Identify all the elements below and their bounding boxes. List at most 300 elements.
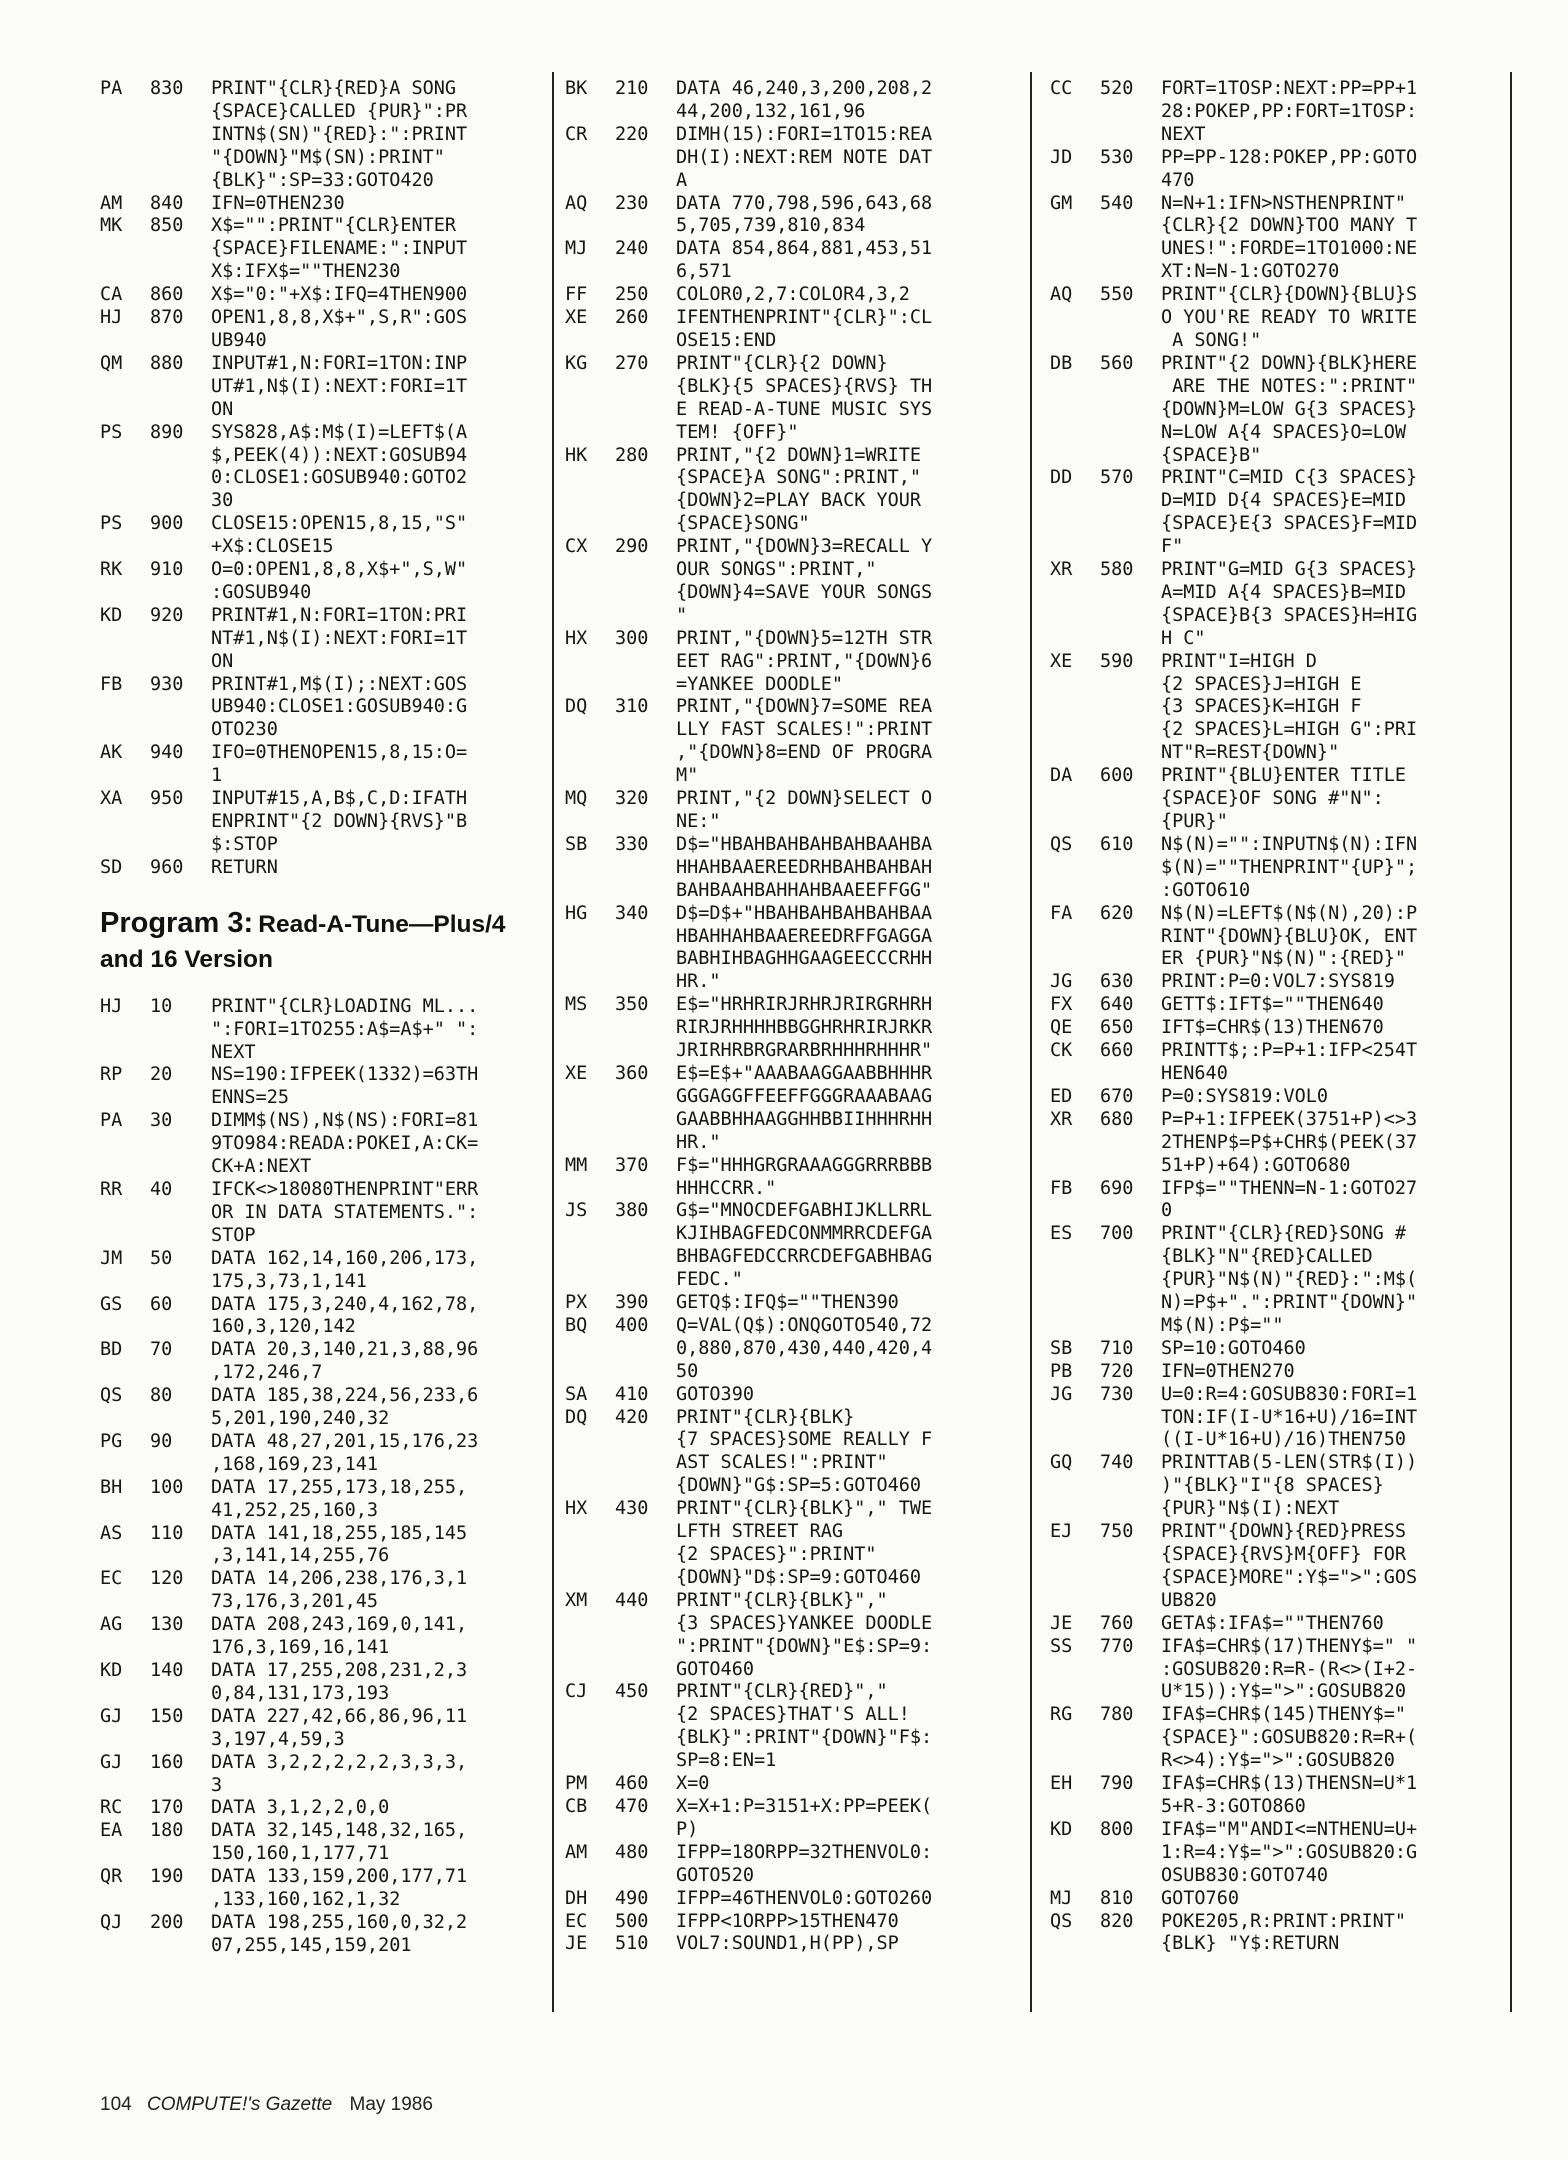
code-text: DATA 227,42,66,86,96,11 [211, 1705, 468, 1727]
checksum: AQ [565, 192, 588, 214]
code-text: PRINTTAB(5-LEN(STR$(I)) [1161, 1452, 1418, 1474]
code-line [100, 353, 540, 422]
code-text-continuation: {3 SPACES}YANKEE DOODLE [676, 1612, 933, 1634]
code-text-continuation: 73,176,3,201,45 [211, 1591, 379, 1613]
checksum: HJ [100, 995, 123, 1017]
line-number: 210 [615, 78, 649, 99]
code-text-continuation: {SPACE}FILENAME:":INPUT [211, 238, 468, 260]
code-text-continuation: 0 [1161, 1200, 1173, 1222]
checksum: KG [565, 352, 588, 374]
code-line [1050, 193, 1490, 285]
code-text: GETQ$:IFQ$=""THEN390 [676, 1292, 899, 1314]
checksum: CA [100, 284, 123, 306]
code-text: NS=190:IFPEEK(1332)=63TH [211, 1064, 479, 1086]
code-text: PRINT"{CLR}{DOWN}{BLU}S [1161, 284, 1418, 306]
checksum: QJ [100, 1911, 123, 1933]
code-text-continuation: {SPACE}A SONG":PRINT," [676, 467, 922, 489]
code-text-continuation: GAABBHHAAGGHHBBIIHHHRHH [676, 1108, 933, 1130]
code-text-continuation: SP=8:EN=1 [676, 1750, 777, 1772]
code-text-continuation: GGGAGGFFEEFFGGGRAAABAAG [676, 1085, 933, 1107]
code-text-continuation: NE:" [676, 811, 721, 832]
checksum: AQ [1050, 284, 1073, 306]
line-number: 460 [615, 1773, 649, 1795]
line-number: 260 [615, 307, 649, 329]
code-line [565, 1911, 1005, 1934]
code-text-continuation: BABHIHBAGHHGAAGEECCCRHH [676, 948, 933, 970]
code-text-continuation: H C" [1161, 627, 1206, 649]
code-text: X$="0:"+X$:IFQ=4THEN900 [211, 284, 468, 306]
code-text: INPUT#15,A,B$,C,D:IFATH [211, 788, 468, 810]
code-text: DATA 162,14,160,206,173, [211, 1247, 479, 1269]
code-text: IFA$=CHR$(13)THENSN=U*1 [1161, 1773, 1418, 1795]
checksum: BD [100, 1339, 123, 1361]
checksum: SB [565, 833, 588, 855]
code-text: PRINT"{2 DOWN}{BLK}HERE [1161, 352, 1418, 374]
checksum: RP [100, 1064, 123, 1086]
code-line [1050, 1911, 1490, 1957]
line-number: 530 [1100, 146, 1134, 168]
checksum: HX [565, 627, 588, 649]
line-number: 220 [615, 123, 649, 145]
checksum: MQ [565, 788, 588, 810]
code-line [565, 903, 1005, 995]
code-text-continuation: {DOWN}2=PLAY BACK YOUR [676, 490, 922, 512]
code-line [100, 1477, 540, 1523]
checksum: QS [1050, 1910, 1073, 1932]
code-text: O=0:OPEN1,8,8,X$+",S,W" [211, 559, 468, 581]
code-text: DATA 46,240,3,200,208,2 [676, 78, 933, 99]
line-number: 870 [150, 307, 184, 329]
code-text: PRINT,"{DOWN}3=RECALL Y [676, 536, 933, 558]
code-text: PRINT,"{2 DOWN}1=WRITE [676, 444, 922, 466]
code-text-continuation: {DOWN}"D$:SP=9:GOTO460 [676, 1566, 922, 1588]
code-text-continuation: 07,255,145,159,201 [211, 1934, 412, 1956]
line-number: 240 [615, 238, 649, 260]
code-text: DATA 3,1,2,2,0,0 [211, 1797, 390, 1819]
code-text-continuation: HBAHHAHBAAEREEDRFFGAGGA [676, 925, 933, 947]
code-line [565, 1842, 1005, 1888]
code-text-continuation: 28:POKEP,PP:FORT=1TOSP: [1161, 100, 1418, 122]
code-text: GETT$:IFT$=""THEN640 [1161, 994, 1384, 1016]
code-text-continuation: RIRJRHHHHBBGGHRHRIRJRKR [676, 1017, 933, 1039]
line-number: 900 [150, 513, 184, 535]
line-number: 500 [615, 1910, 649, 1932]
code-text-continuation: $:STOP [211, 833, 278, 855]
checksum: XA [100, 788, 123, 810]
checksum: KD [100, 1660, 123, 1681]
code-text: DATA 17,255,173,18,255, [211, 1476, 468, 1498]
code-text: PRINT"{CLR}{BLK}"," [676, 1589, 888, 1611]
line-number: 70 [150, 1339, 173, 1361]
code-text-continuation: 5,705,739,810,834 [676, 215, 866, 237]
code-text-continuation: UT#1,N$(I):NEXT:FORI=1T [211, 375, 468, 397]
code-text: FORT=1TOSP:NEXT:PP=PP+1 [1161, 78, 1418, 99]
code-line [1050, 1452, 1490, 1521]
code-text-continuation: {SPACE}CALLED {PUR}":PR [211, 100, 468, 122]
code-text-continuation: A SONG!" [1161, 329, 1262, 351]
checksum: BH [100, 1476, 123, 1498]
line-number: 430 [615, 1498, 649, 1520]
line-number: 790 [1100, 1773, 1134, 1795]
code-text-continuation: ,3,141,14,255,76 [211, 1545, 390, 1567]
line-number: 600 [1100, 765, 1134, 787]
code-line [1050, 1223, 1490, 1338]
code-text: DATA 854,864,881,453,51 [676, 238, 933, 260]
checksum: XR [1050, 1108, 1073, 1130]
code-line [100, 1523, 540, 1569]
code-text-continuation: ":FORI=1TO255:A$=A$+" ": [211, 1018, 479, 1040]
code-text: DATA 3,2,2,2,2,2,3,3,3, [211, 1751, 468, 1773]
code-text-continuation: DH(I):NEXT:REM NOTE DAT [676, 146, 933, 168]
code-line [565, 445, 1005, 537]
line-number: 930 [150, 673, 184, 695]
code-text-continuation: LFTH STREET RAG [676, 1521, 844, 1543]
code-text-continuation: INTN$(SN)"{RED}:":PRINT [211, 123, 468, 145]
code-text-continuation: {SPACE}":GOSUB820:R=R+( [1161, 1727, 1418, 1749]
code-text: GOTO760 [1161, 1887, 1239, 1909]
checksum: XE [565, 1062, 588, 1084]
code-text: COLOR0,2,7:COLOR4,3,2 [676, 284, 910, 306]
checksum: GQ [1050, 1452, 1073, 1474]
code-text: PRINT,"{2 DOWN}SELECT O [676, 788, 933, 810]
line-number: 310 [615, 696, 649, 718]
line-number: 40 [150, 1178, 173, 1200]
code-text: PRINT#1,M$(I);:NEXT:GOS [211, 673, 468, 695]
line-number: 680 [1100, 1108, 1134, 1130]
code-line [565, 1200, 1005, 1292]
listing-column-middle [565, 78, 1005, 1956]
code-text-continuation: 1:R=4:Y$=">":GOSUB820:G [1161, 1841, 1418, 1863]
code-text-continuation: $,PEEK(4)):NEXT:GOSUB94 [211, 444, 468, 466]
code-text-continuation: F" [1161, 536, 1184, 558]
checksum: GM [1050, 192, 1073, 214]
code-text: IFP$=""THENN=N-1:GOTO27 [1161, 1177, 1418, 1199]
code-text-continuation: AST SCALES!":PRINT" [676, 1452, 888, 1474]
code-text-continuation: O YOU'RE READY TO WRITE [1161, 307, 1418, 329]
line-number: 170 [150, 1797, 184, 1819]
code-text-continuation: {DOWN}4=SAVE YOUR SONGS [676, 581, 933, 603]
code-line [1050, 1819, 1490, 1888]
code-text-continuation: {SPACE}OF SONG #"N": [1161, 788, 1384, 810]
code-text: INPUT#1,N:FORI=1TON:INP [211, 352, 468, 374]
code-text-continuation: A=MID A{4 SPACES}B=MID [1161, 581, 1407, 603]
code-line [565, 696, 1005, 788]
code-text-continuation: 3,197,4,59,3 [211, 1728, 345, 1750]
code-line [100, 1385, 540, 1431]
line-number: 650 [1100, 1017, 1134, 1039]
code-line [100, 78, 540, 193]
line-number: 570 [1100, 467, 1134, 489]
code-text-continuation: 0,880,870,430,440,420,4 [676, 1337, 933, 1359]
code-text-continuation: BAHBAAHBAHHAHBAAEEFFGG" [676, 879, 933, 901]
code-text-continuation: NT"R=REST{DOWN}" [1161, 742, 1340, 764]
code-text-continuation: {3 SPACES}K=HIGH F [1161, 696, 1362, 718]
code-line [100, 422, 540, 514]
code-line [1050, 467, 1490, 559]
line-number: 80 [150, 1385, 173, 1407]
checksum: AS [100, 1522, 123, 1544]
code-text-continuation: 160,3,120,142 [211, 1316, 356, 1338]
line-number: 780 [1100, 1704, 1134, 1726]
checksum: MK [100, 215, 123, 237]
checksum: FX [1050, 994, 1073, 1016]
line-number: 670 [1100, 1085, 1134, 1107]
line-number: 920 [150, 604, 184, 626]
code-line [100, 1248, 540, 1294]
code-text-continuation: HEN640 [1161, 1062, 1228, 1084]
code-text: PRINT"I=HIGH D [1161, 650, 1317, 672]
program3-heading [100, 906, 540, 978]
line-number: 340 [615, 902, 649, 924]
checksum: HJ [100, 307, 123, 329]
checksum: PX [565, 1292, 588, 1314]
checksum: EC [565, 1910, 588, 1932]
code-line [100, 1614, 540, 1660]
code-text-continuation: CK+A:NEXT [211, 1156, 312, 1178]
page-footer [100, 2094, 433, 2116]
code-text: D$="HBAHBAHBAHBAHBAAHBA [676, 833, 933, 855]
code-text-continuation: GOTO520 [676, 1864, 754, 1886]
checksum: QR [100, 1866, 123, 1888]
code-text: POKE205,R:PRINT:PRINT" [1161, 1910, 1407, 1932]
code-line [565, 994, 1005, 1063]
line-number: 280 [615, 444, 649, 466]
line-number: 320 [615, 788, 649, 810]
code-text-continuation: :GOTO610 [1161, 879, 1251, 901]
code-text: N=N+1:IFN>NSTHENPRINT" [1161, 192, 1407, 214]
checksum: BQ [565, 1314, 588, 1336]
code-text: IFA$="M"ANDI<=NTHENU=U+ [1161, 1818, 1418, 1840]
line-number: 120 [150, 1568, 184, 1590]
checksum: FA [1050, 902, 1073, 924]
checksum: DQ [565, 696, 588, 718]
page-number: 104 [100, 2094, 132, 2115]
code-line [100, 742, 540, 788]
code-text-continuation: 0,84,131,173,193 [211, 1682, 390, 1704]
checksum: KD [100, 604, 123, 626]
line-number: 300 [615, 627, 649, 649]
code-line [1050, 903, 1490, 972]
checksum: ES [1050, 1223, 1073, 1245]
code-line [565, 1384, 1005, 1407]
code-text: PRINTT$;:P=P+1:IFP<254T [1161, 1040, 1418, 1062]
column-rule-2 [1030, 72, 1032, 2012]
code-text: VOL7:SOUND1,H(PP),SP [676, 1933, 899, 1955]
code-line [565, 1681, 1005, 1773]
checksum: PS [100, 421, 123, 443]
code-text-continuation: {SPACE}B{3 SPACES}H=HIG [1161, 604, 1418, 626]
line-number: 850 [150, 215, 184, 237]
code-text-continuation: EET RAG":PRINT,"{DOWN}6 [676, 650, 933, 672]
code-text-continuation: ON [211, 650, 234, 672]
line-number: 110 [150, 1522, 184, 1544]
line-number: 620 [1100, 902, 1134, 924]
code-text: IFA$=CHR$(17)THENY$=" " [1161, 1635, 1418, 1657]
code-text-continuation: 51+P)+64):GOTO680 [1161, 1154, 1351, 1176]
checksum: DD [1050, 467, 1073, 489]
code-line [565, 1407, 1005, 1499]
code-line [1050, 1109, 1490, 1178]
code-text-continuation: NEXT [1161, 123, 1206, 145]
code-text: PRINT:P=0:VOL7:SYS819 [1161, 971, 1395, 993]
code-line [1050, 1888, 1490, 1911]
code-line [565, 1063, 1005, 1155]
checksum: PG [100, 1430, 123, 1452]
code-line [1050, 1773, 1490, 1819]
line-number: 480 [615, 1841, 649, 1863]
code-text-continuation: U*15)):Y$=">":GOSUB820 [1161, 1681, 1407, 1703]
code-text: DATA 770,798,596,643,68 [676, 192, 933, 214]
code-line [100, 1820, 540, 1866]
code-text: DATA 198,255,160,0,32,2 [211, 1911, 468, 1933]
code-line [100, 1294, 540, 1340]
line-number: 580 [1100, 559, 1134, 581]
code-text-continuation: UNES!":FORDE=1TO1000:NE [1161, 238, 1418, 260]
code-text-continuation: ":PRINT"{DOWN}"E$:SP=9: [676, 1635, 933, 1657]
checksum: CB [565, 1795, 588, 1817]
code-text: N$(N)="":INPUTN$(N):IFN [1161, 833, 1418, 855]
line-number: 740 [1100, 1452, 1134, 1474]
code-text-continuation: {BLK}"N"{RED}CALLED [1161, 1246, 1373, 1268]
code-text-continuation: OR IN DATA STATEMENTS.": [211, 1201, 479, 1223]
code-line [1050, 1040, 1490, 1086]
line-number: 200 [150, 1911, 184, 1933]
line-number: 800 [1100, 1818, 1134, 1840]
checksum: MJ [1050, 1887, 1073, 1909]
line-number: 940 [150, 742, 184, 764]
line-number: 820 [1100, 1910, 1134, 1932]
code-line [100, 513, 540, 559]
code-text-continuation: M$(N):P$="" [1161, 1314, 1284, 1336]
code-text: PRINT"{CLR}{RED}A SONG [211, 78, 457, 99]
line-number: 730 [1100, 1383, 1134, 1405]
code-text: IFT$=CHR$(13)THEN670 [1161, 1017, 1384, 1039]
code-text-continuation: 30 [211, 490, 234, 512]
code-text-continuation: 150,160,1,177,71 [211, 1843, 390, 1865]
code-line [565, 788, 1005, 834]
code-line [100, 1912, 540, 1958]
code-text-continuation: JRIRHRBRGRARBRHHHRHHHR" [676, 1040, 933, 1062]
checksum: SB [1050, 1337, 1073, 1359]
code-text-continuation: TON:IF(I-U*16+U)/16=INT [1161, 1406, 1418, 1428]
line-number: 770 [1100, 1635, 1134, 1657]
code-text: DATA 14,206,238,176,3,1 [211, 1568, 468, 1590]
code-line [100, 193, 540, 216]
line-number: 130 [150, 1614, 184, 1636]
code-text-continuation: 470 [1161, 169, 1195, 191]
checksum: HK [565, 444, 588, 466]
checksum: RK [100, 559, 123, 581]
line-number: 380 [615, 1200, 649, 1222]
checksum: GJ [100, 1751, 123, 1773]
code-text-continuation: $(N)=""THENPRINT"{UP}"; [1161, 856, 1418, 878]
code-text-continuation: OTO230 [211, 719, 278, 741]
line-number: 690 [1100, 1177, 1134, 1199]
line-number: 360 [615, 1062, 649, 1084]
code-text: PRINT#1,N:FORI=1TON:PRI [211, 604, 468, 626]
code-text: X=X+1:P=3151+X:PP=PEEK( [676, 1795, 933, 1817]
code-text: PRINT,"{DOWN}5=12TH STR [676, 627, 933, 649]
code-text-continuation: 3 [211, 1774, 223, 1796]
line-number: 840 [150, 192, 184, 214]
code-text-continuation: ,133,160,162,1,32 [211, 1889, 401, 1911]
code-text: PRINT"{CLR}{BLK}"," TWE [676, 1498, 933, 1520]
code-text-continuation: ,"{DOWN}8=END OF PROGRA [676, 742, 933, 764]
code-line [100, 1568, 540, 1614]
code-text: DIMH(15):FORI=1TO15:REA [676, 123, 933, 145]
code-line [100, 996, 540, 1065]
code-text: DIMM$(NS),N$(NS):FORI=81 [211, 1110, 479, 1132]
checksum: BK [565, 78, 588, 99]
code-text: U=0:R=4:GOSUB830:FORI=1 [1161, 1383, 1418, 1405]
line-number: 150 [150, 1705, 184, 1727]
code-text-continuation: R<>4):Y$=">":GOSUB820 [1161, 1750, 1395, 1772]
checksum: CC [1050, 78, 1073, 99]
code-line [1050, 1521, 1490, 1613]
code-line [100, 215, 540, 284]
code-text: IFA$=CHR$(145)THENY$=" [1161, 1704, 1407, 1726]
code-text-continuation: "{DOWN}"M$(SN):PRINT" [211, 146, 445, 168]
code-text-continuation: ARE THE NOTES:":PRINT" [1161, 375, 1418, 397]
code-text-continuation: {DOWN}M=LOW G{3 SPACES} [1161, 398, 1418, 420]
program3-heading-subtitle: Read-A-Tune—Plus/4 and 16 Version [100, 910, 506, 973]
code-text-continuation: :GOSUB940 [211, 581, 312, 603]
code-line [100, 788, 540, 857]
code-text-continuation: GOTO460 [676, 1658, 754, 1680]
code-text-continuation: LLY FAST SCALES!":PRINT [676, 719, 933, 741]
code-line [565, 1292, 1005, 1315]
line-number: 760 [1100, 1612, 1134, 1634]
code-text-continuation: 44,200,132,161,96 [676, 100, 866, 122]
line-number: 810 [1100, 1887, 1134, 1909]
line-number: 720 [1100, 1360, 1134, 1382]
line-number: 250 [615, 284, 649, 306]
code-line [565, 307, 1005, 353]
code-text: IFN=0THEN270 [1161, 1360, 1295, 1382]
code-line [1050, 1017, 1490, 1040]
code-text-continuation: " [676, 604, 688, 626]
code-text-continuation: UB940 [211, 329, 267, 351]
code-text-continuation: 50 [676, 1360, 699, 1382]
code-text: PRINT"G=MID G{3 SPACES} [1161, 559, 1418, 581]
code-text: DATA 133,159,200,177,71 [211, 1866, 468, 1888]
code-text: IFPP=46THENVOL0:GOTO260 [676, 1887, 933, 1909]
code-text-continuation: {BLK}":PRINT"{DOWN}"F$: [676, 1727, 933, 1749]
code-text: OPEN1,8,8,X$+",S,R":GOS [211, 307, 468, 329]
checksum: CR [565, 123, 588, 145]
line-number: 160 [150, 1751, 184, 1773]
code-line [100, 674, 540, 743]
code-text-continuation: {2 SPACES}J=HIGH E [1161, 673, 1362, 695]
code-line [1050, 1704, 1490, 1773]
checksum: JM [100, 1247, 123, 1269]
line-number: 660 [1100, 1040, 1134, 1062]
code-line [1050, 353, 1490, 468]
magazine-name: COMPUTE!'s Gazette [146, 2094, 333, 2115]
code-line [565, 1933, 1005, 1956]
line-number: 50 [150, 1247, 173, 1269]
checksum: XR [1050, 559, 1073, 581]
line-number: 630 [1100, 971, 1134, 993]
code-text: GETA$:IFA$=""THEN760 [1161, 1612, 1384, 1634]
code-text-continuation: {DOWN}"G$:SP=5:GOTO460 [676, 1475, 922, 1497]
code-text: PRINT"{CLR}{RED}"," [676, 1681, 888, 1703]
checksum: HG [565, 902, 588, 924]
code-text-continuation: 1 [211, 765, 223, 787]
code-text-continuation: BHBAGFEDCCRRCDEFGABHBAG [676, 1246, 933, 1268]
code-text-continuation: {2 SPACES}THAT'S ALL! [676, 1704, 910, 1726]
checksum: MM [565, 1154, 588, 1176]
